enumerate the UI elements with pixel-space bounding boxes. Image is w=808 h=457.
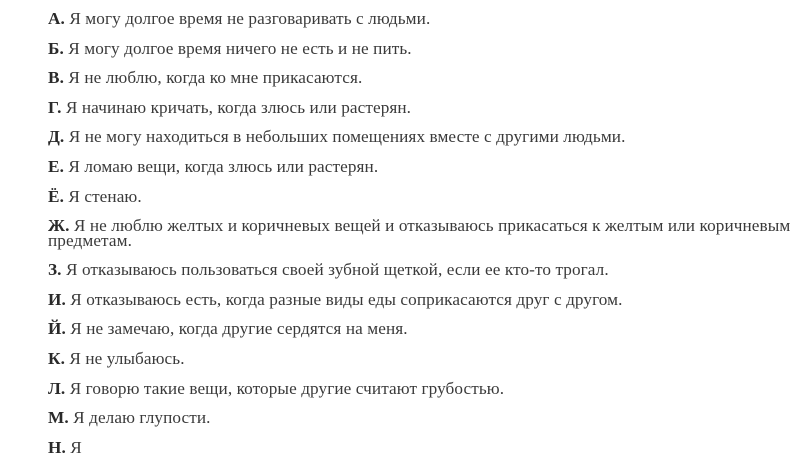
item-letter: Й.: [48, 319, 66, 339]
item-letter: З.: [48, 260, 62, 280]
list-item: [48, 216, 808, 251]
list-item: [48, 127, 800, 147]
item-text: Я начинаю кричать, когда злюсь или растерян.: [65, 97, 412, 117]
list-item: [48, 186, 800, 206]
list-item: [48, 260, 800, 280]
item-text: Я могу долгое время не разговаривать с людьми.: [69, 9, 431, 28]
item-text: Я стенаю.: [68, 186, 142, 206]
item-text: Я не люблю, когда ко мне прикасаются.: [68, 68, 363, 88]
list-item: [48, 38, 800, 58]
list-item: [48, 97, 800, 117]
statement-list: [48, 7, 800, 457]
item-text: Я могу долгое время ничего не есть и не пить.: [68, 38, 412, 58]
item-letter: Г.: [48, 97, 62, 117]
item-letter: В.: [48, 68, 64, 88]
item-letter: К.: [48, 348, 65, 368]
list-item: [48, 289, 800, 309]
list-item: [48, 408, 800, 428]
item-text: Я не замечаю, когда другие сердятся на меня.: [70, 319, 408, 339]
item-letter: Н.: [48, 437, 66, 457]
item-letter: М.: [48, 408, 69, 428]
item-letter: Б.: [48, 38, 64, 58]
item-letter: Ё.: [48, 186, 64, 206]
item-letter: Л.: [48, 378, 66, 398]
list-item: [48, 437, 800, 457]
item-text: Я не улыбаюсь.: [69, 348, 185, 368]
list-item: [48, 319, 800, 339]
item-text: Я не люблю желтых и коричневых вещей и отказываюсь прикасаться к желтым или коричневым предметам.: [48, 216, 791, 251]
item-text: Я не могу находиться в небольших помещениях вместе с другими людьми.: [68, 127, 626, 147]
item-letter: Е.: [48, 156, 64, 176]
item-letter: Д.: [48, 127, 65, 147]
item-letter: И.: [48, 289, 66, 309]
item-text: Я: [70, 437, 82, 457]
list-item: [48, 11, 800, 26]
item-text: Я делаю глупости.: [73, 408, 211, 428]
item-text: Я отказываюсь есть, когда разные виды еды соприкасаются друг с другом.: [70, 289, 623, 309]
list-item: [48, 156, 800, 176]
item-letter: А.: [48, 9, 65, 28]
list-item: [48, 68, 800, 88]
list-item: [48, 378, 800, 398]
item-letter: Ж.: [48, 216, 70, 236]
item-text: Я говорю такие вещи, которые другие считают грубостью.: [69, 378, 505, 398]
item-text: Я ломаю вещи, когда злюсь или растерян.: [68, 156, 379, 176]
list-item: [48, 348, 800, 368]
item-text: Я отказываюсь пользоваться своей зубной щеткой, если ее кто-то трогал.: [65, 260, 609, 280]
